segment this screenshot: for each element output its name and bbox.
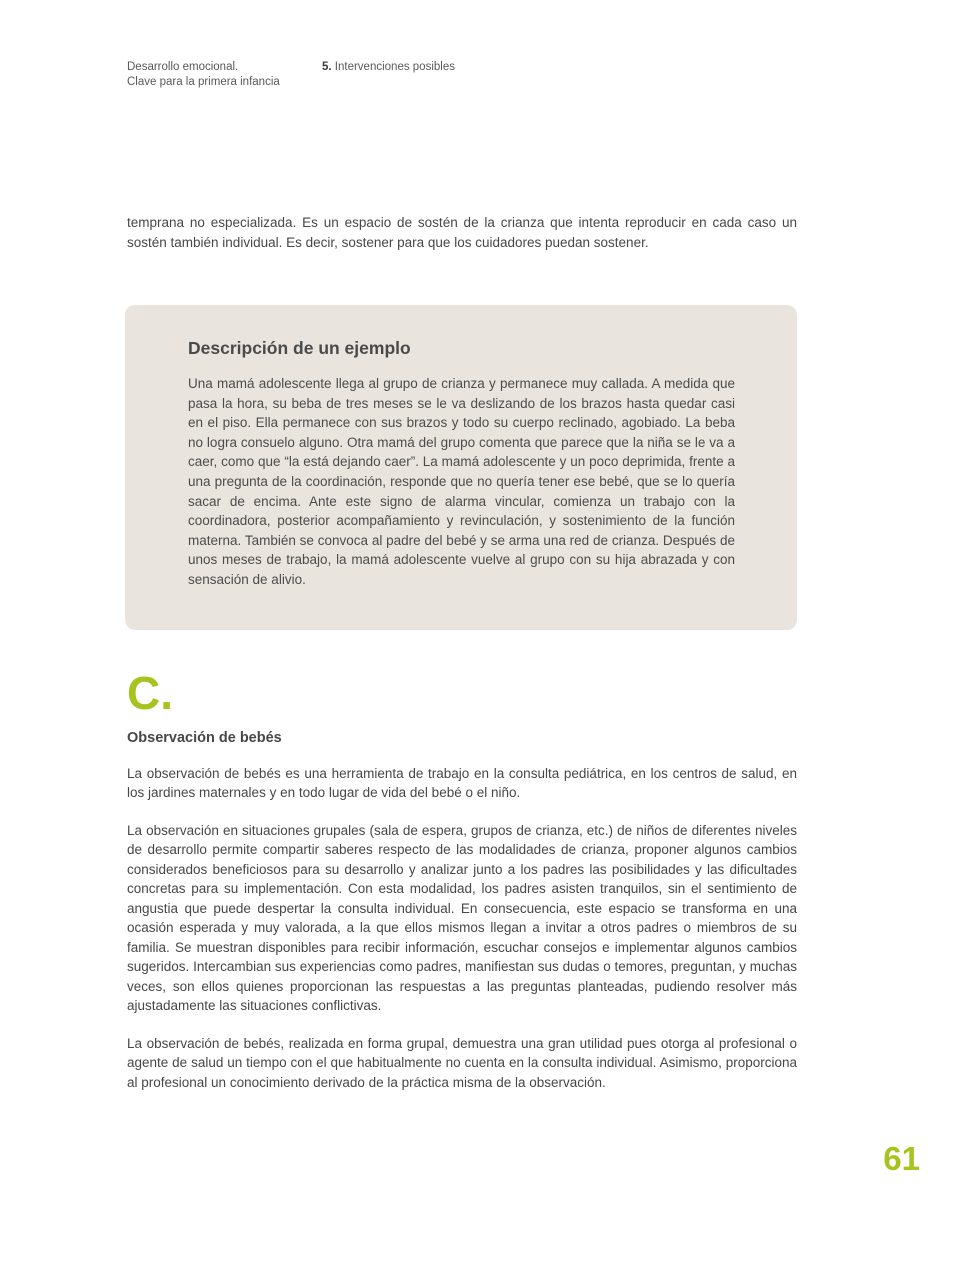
intro-paragraph: temprana no especializada. Es un espacio de sostén de la crianza que intenta reproducir en cada caso un sostén también individual. Es decir, sostener para que los cuidadores puedan sostener. xyxy=(127,215,797,250)
section-letter: C. xyxy=(127,666,173,719)
example-box-body: Una mamá adolescente llega al grupo de crianza y permanece muy callada. A medida que pasa la hora, su beba de tres meses se le va deslizando de los brazos hasta quedar casi en el piso. Ella permanece con sus brazos y todo su cuerpo reclinado, agobiado. La beba no logra consuelo alguno. Otra mamá del grupo comenta que parece que la niña se le va a caer, como que “la está dejando caer”. La mamá adolescente y un poco deprimida, frente a una pregunta de la coordinación, responde que no quería tener ese bebé, que se lo quería sacar de encima. Ante este signo de alarma vincular, comienza un trabajo con la coordinadora, posterior acompañamiento y revinculación, y sostenimiento de la función materna. También se convoca al padre del bebé y se arma una red de crianza. Después de unos meses de trabajo, la mamá adolescente vuelve al grupo con su hija abrazada y con sensación de alivio. xyxy=(188,376,735,587)
chapter-heading xyxy=(322,60,455,75)
content-column xyxy=(127,213,797,1092)
book-title-line2: Clave para la primera infancia xyxy=(127,75,280,88)
section-subtitle: Observación de bebés xyxy=(127,729,282,746)
example-box-title: Descripción de un ejemplo xyxy=(188,338,411,358)
book-title-line1: Desarrollo emocional. xyxy=(127,61,239,73)
page-number: 61 xyxy=(883,1140,920,1177)
book-title xyxy=(127,60,322,89)
example-callout-box xyxy=(125,305,797,630)
section-paragraphs xyxy=(127,764,797,1093)
chapter-title: Intervenciones posibles xyxy=(331,61,455,73)
running-header xyxy=(127,60,840,89)
section-paragraph: La observación de bebés, realizada en forma grupal, demuestra una gran utilidad pues otorga al profesional o agente de salud un tiempo con el que habitualmente no cuenta en la consulta individual. Asimismo, proporciona al profesional un conocimiento derivado de la práctica misma de la observación. xyxy=(127,1035,797,1090)
section-paragraph: La observación en situaciones grupales (sala de espera, grupos de crianza, etc.) de niños de diferentes niveles de desarrollo permite compartir saberes respecto de las modalidades de crianza, proponer algunos cambios considerados beneficiosos para su desarrollo y analizar junto a los padres las posibilidades y las dificultades concretas para su implementación. Con esta modalidad, los padres asisten tranquilos, sin el sentimiento de angustia que puede despertar la consulta individual. En consecuencia, este espacio se transforma en una ocasión esperada y muy valorada, a la que ellos mismos llegan a invitar a otros padres o miembros de su familia. Se muestran disponibles para recibir información, escuchar consejos e implementar algunos cambios sugeridos. Intercambian sus experiencias como padres, manifiestan sus dudas o temores, preguntan, y muchas veces, son ellos quienes proporcionan las respuestas a las preguntas planteadas, pudiendo resolver más ajustadamente las situaciones conflictivas. xyxy=(127,822,797,1014)
section-paragraph: La observación de bebés es una herramienta de trabajo en la consulta pediátrica, en los centros de salud, en los jardines maternales y en todo lugar de vida del bebé o el niño. xyxy=(127,765,797,801)
chapter-number: 5. xyxy=(322,61,332,73)
